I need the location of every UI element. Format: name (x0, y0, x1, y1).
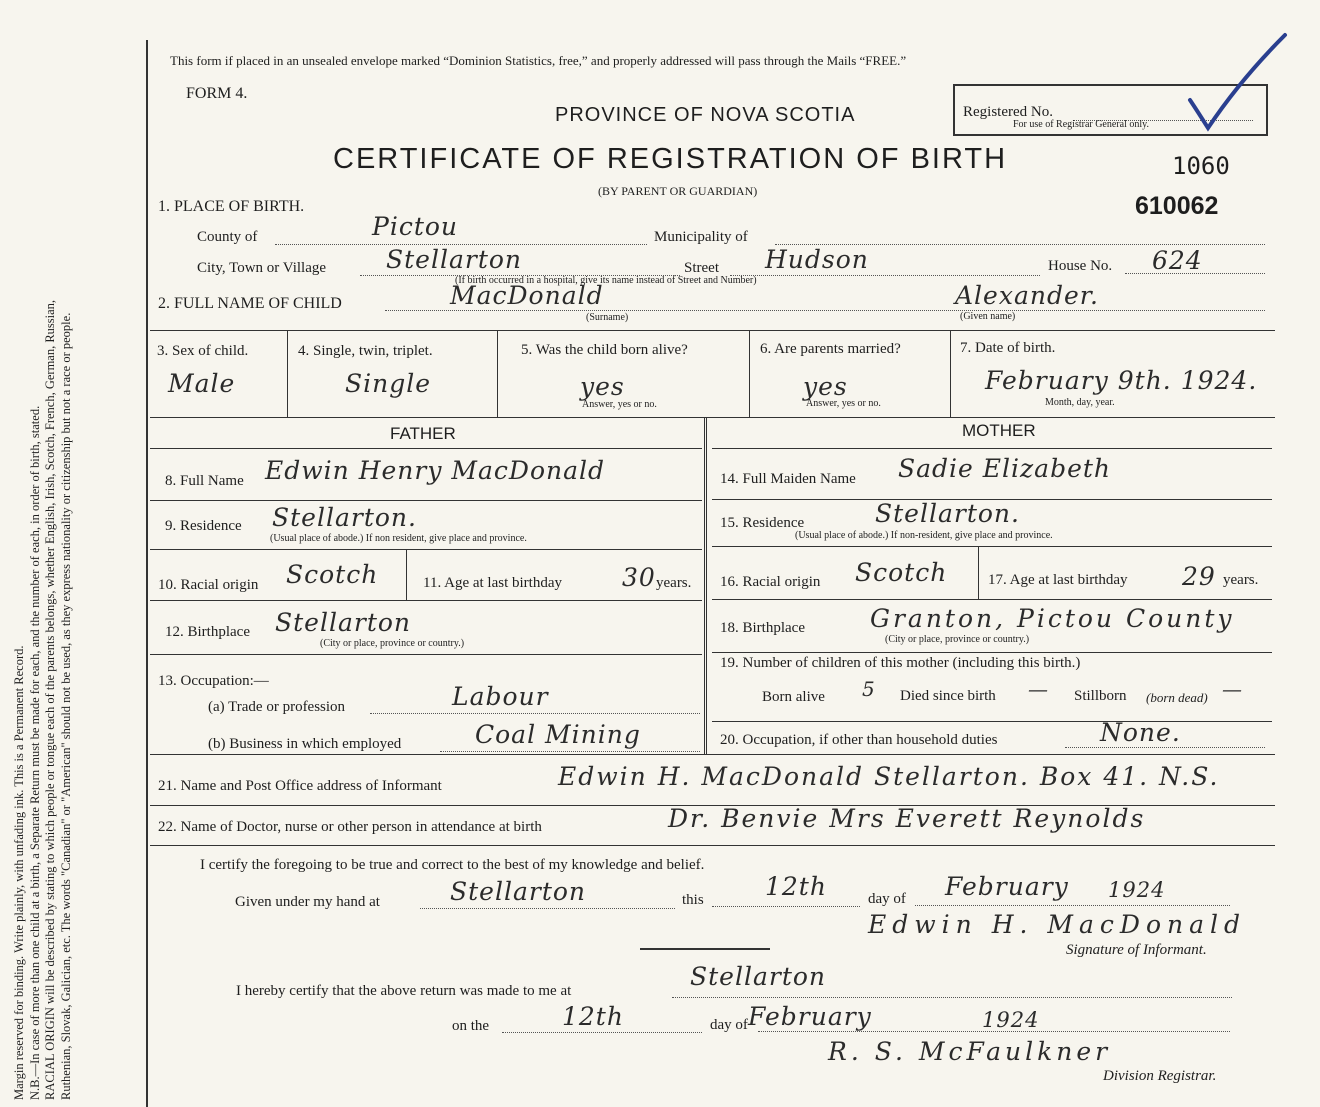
registrar-month-value: February (748, 1002, 872, 1031)
registrar-on-the-label: on the (452, 1018, 490, 1034)
mother-heading-rule (712, 448, 1272, 449)
mother-age-unit: years. (1223, 572, 1259, 588)
mother-racial-label: 16. Racial origin (720, 574, 821, 590)
plurality-value: Single (345, 369, 432, 398)
margin-note-nationality: Ruthenian, Slovak, Galician, etc. The words "Canadian" or "American" should not be used, as they express nationality or citizenship but not a race or people. (58, 312, 73, 1100)
details-divider-4 (950, 330, 951, 417)
father-racial-divider (406, 549, 407, 600)
child-name-line (385, 310, 1265, 311)
form-number: FORM 4. (186, 85, 248, 102)
parents-married-label: 6. Are parents married? (760, 341, 901, 357)
details-divider-2 (497, 330, 498, 417)
stillborn-value: — (1222, 677, 1243, 701)
father-name-label: 8. Full Name (165, 473, 244, 489)
plurality-label: 4. Single, twin, triplet. (298, 343, 433, 359)
father-racial-label: 10. Racial origin (158, 577, 259, 593)
died-since-birth-label: Died since birth (900, 688, 996, 704)
mother-residence-label: 15. Residence (720, 515, 805, 531)
house-number-label: House No. (1048, 258, 1113, 274)
street-value: Hudson (765, 245, 869, 274)
father-age-label: 11. Age at last birthday (423, 575, 562, 591)
mother-residence-value: Stellarton. (875, 499, 1020, 528)
checkmark-icon (1180, 30, 1290, 140)
municipality-label: Municipality of (654, 229, 748, 245)
child-given-name-value: Alexander. (955, 281, 1099, 310)
section-divider (640, 948, 770, 950)
county-value: Pictou (372, 212, 459, 241)
document-subtitle: (BY PARENT OR GUARDIAN) (598, 184, 758, 198)
certification-top-rule (150, 845, 1275, 846)
mother-heading: MOTHER (962, 421, 1036, 440)
father-heading-rule (150, 448, 702, 449)
given-day-of-label: day of (868, 891, 906, 907)
registered-number-label: Registered No. (963, 104, 1053, 120)
mother-rule-3 (712, 599, 1272, 600)
registrar-year-value: 1924 (982, 1008, 1040, 1032)
informant-top-rule (150, 754, 1275, 755)
child-name-label: 2. FULL NAME OF CHILD (158, 295, 342, 312)
father-age-value: 30 (622, 563, 656, 592)
registrar-day-value: 12th (562, 1002, 624, 1031)
father-trade-value: Labour (452, 682, 549, 711)
informant-value: Edwin H. MacDonald Stellarton. Box 41. N.S. (558, 762, 1220, 791)
street-line (730, 275, 1040, 276)
attendant-value: Dr. Benvie Mrs Everett Reynolds (668, 804, 1146, 833)
parents-married-caption: Answer, yes or no. (806, 398, 881, 409)
city-label: City, Town or Village (197, 260, 327, 276)
registrar-signature: R. S. McFaulkner (828, 1037, 1112, 1066)
margin-note-multiple-births: N.B.—In case of more than one child at a birth, a Separate Return must be made for each, and the number of each, in order of birth, stated. (27, 405, 42, 1100)
given-month-value: February (945, 872, 1069, 901)
born-alive-label: 5. Was the child born alive? (521, 342, 688, 358)
margin-notes (12, 10, 74, 1100)
parents-center-divider (704, 417, 707, 754)
mother-rule-5 (712, 721, 1272, 722)
mother-age-value: 29 (1182, 562, 1216, 591)
informant-signature: Edwin H. MacDonald (868, 910, 1246, 939)
stillborn-note: (born dead) (1146, 690, 1208, 705)
details-top-rule (150, 330, 1275, 331)
registrar-place-value: Stellarton (690, 962, 827, 991)
father-racial-value: Scotch (286, 560, 379, 589)
sex-label: 3. Sex of child. (157, 343, 249, 359)
father-rule-4 (150, 654, 702, 655)
mother-birthplace-caption: (City or place, province or country.) (885, 634, 1030, 645)
stamp-number-top: 1060 (1172, 152, 1230, 180)
mother-name-label: 14. Full Maiden Name (720, 471, 856, 487)
father-heading: FATHER (390, 424, 456, 443)
place-of-birth-heading: 1. PLACE OF BIRTH. (158, 198, 305, 215)
registered-number-note: For use of Registrar General only. (1013, 119, 1149, 130)
given-year-value: 1924 (1108, 878, 1166, 902)
born-alive-caption: Answer, yes or no. (582, 399, 657, 410)
given-name-caption: (Given name) (960, 311, 1016, 322)
registrar-place-line (672, 997, 1232, 998)
mother-residence-caption: (Usual place of abode.) If non-resident, give place and province. (795, 530, 1053, 541)
father-birthplace-caption: (City or place, province or country.) (320, 638, 465, 649)
mother-occupation-value: None. (1100, 718, 1181, 747)
given-month-line (915, 905, 1230, 906)
mother-children-label: 19. Number of children of this mother (including this birth.) (720, 655, 1081, 671)
sex-value: Male (168, 369, 236, 398)
document-title: CERTIFICATE OF REGISTRATION OF BIRTH (333, 143, 1008, 175)
given-day-line (712, 906, 860, 907)
date-of-birth-caption: Month, day, year. (1045, 397, 1115, 408)
stillborn-label: Stillborn (1074, 688, 1127, 704)
given-place-value: Stellarton (450, 877, 587, 906)
registrar-day-line (502, 1032, 702, 1033)
attendant-label: 22. Name of Doctor, nurse or other person in attendance at birth (158, 819, 542, 835)
details-divider-3 (749, 330, 750, 417)
stamp-number-bottom: 610062 (1135, 192, 1219, 220)
given-at-label: Given under my hand at (235, 894, 380, 910)
father-trade-label: (a) Trade or profession (208, 699, 346, 715)
born-alive-value: yes (580, 372, 625, 401)
mother-racial-divider (978, 546, 979, 599)
city-value: Stellarton (386, 245, 523, 274)
father-age-unit: years. (656, 575, 692, 591)
registrar-statement: I hereby certify that the above return was made to me at (236, 983, 572, 999)
father-rule-2 (150, 549, 702, 550)
died-since-birth-value: — (1028, 677, 1049, 701)
born-alive-count-label: Born alive (762, 689, 825, 705)
street-label: Street (684, 260, 719, 276)
informant-signature-caption: Signature of Informant. (1066, 942, 1207, 958)
father-residence-value: Stellarton. (272, 503, 417, 532)
date-of-birth-value: February 9th. 1924. (985, 366, 1258, 395)
surname-caption: (Surname) (586, 312, 629, 323)
mother-name-value: Sadie Elizabeth (898, 454, 1112, 483)
details-divider-1 (287, 330, 288, 417)
certification-statement: I certify the foregoing to be true and correct to the best of my knowledge and belief. (200, 857, 705, 873)
parents-married-value: yes (803, 372, 848, 401)
father-business-value: Coal Mining (475, 720, 641, 749)
child-surname-value: MacDonald (450, 281, 604, 310)
born-alive-count-value: 5 (862, 677, 876, 701)
mother-occupation-line (1065, 747, 1265, 748)
father-rule-1 (150, 500, 702, 501)
county-label: County of (197, 229, 258, 245)
details-bottom-rule (150, 417, 1275, 418)
father-residence-caption: (Usual place of abode.) If non resident, give place and province. (270, 533, 527, 544)
father-residence-label: 9. Residence (165, 518, 242, 534)
date-of-birth-label: 7. Date of birth. (960, 340, 1056, 356)
informant-label: 21. Name and Post Office address of Informant (158, 778, 442, 794)
father-trade-line (370, 713, 700, 714)
given-this-label: this (682, 892, 704, 908)
mother-birthplace-value: Granton, Pictou County (870, 604, 1235, 633)
mother-age-label: 17. Age at last birthday (988, 572, 1128, 588)
binding-border (146, 40, 148, 1107)
margin-note-binding: Margin reserved for binding. Write plainly, with unfading ink. This is a Permanent Record. (12, 645, 26, 1100)
province-heading: PROVINCE OF NOVA SCOTIA (555, 104, 856, 126)
margin-note-racial-origin: RACIAL ORIGIN will be described by stating to which people or tongue each of the parents belongs, whether English, Irish, Scotch, French, German, Russian, (43, 299, 57, 1100)
mother-rule-2 (712, 546, 1272, 547)
father-birthplace-value: Stellarton (275, 608, 412, 637)
given-place-line (420, 908, 675, 909)
postal-notice: This form if placed in an unsealed envelope marked “Dominion Statistics, free,” and properly addressed will pass through the Mails “FREE.” (170, 53, 907, 68)
registrar-day-of-label: day of (710, 1017, 748, 1033)
father-rule-3 (150, 600, 702, 601)
hospital-note: (If birth occurred in a hospital, give its name instead of Street and Number) (455, 275, 757, 286)
father-occupation-label: 13. Occupation:— (158, 673, 269, 689)
father-business-line (440, 751, 700, 752)
house-number-value: 624 (1152, 246, 1203, 275)
given-day-value: 12th (765, 872, 827, 901)
mother-rule-4 (712, 652, 1272, 653)
mother-occupation-label: 20. Occupation, if other than household duties (720, 732, 998, 748)
father-name-value: Edwin Henry MacDonald (265, 456, 606, 485)
father-business-label: (b) Business in which employed (208, 736, 402, 752)
mother-birthplace-label: 18. Birthplace (720, 620, 805, 636)
mother-racial-value: Scotch (855, 558, 948, 587)
registrar-caption: Division Registrar. (1103, 1068, 1217, 1084)
father-birthplace-label: 12. Birthplace (165, 624, 250, 640)
